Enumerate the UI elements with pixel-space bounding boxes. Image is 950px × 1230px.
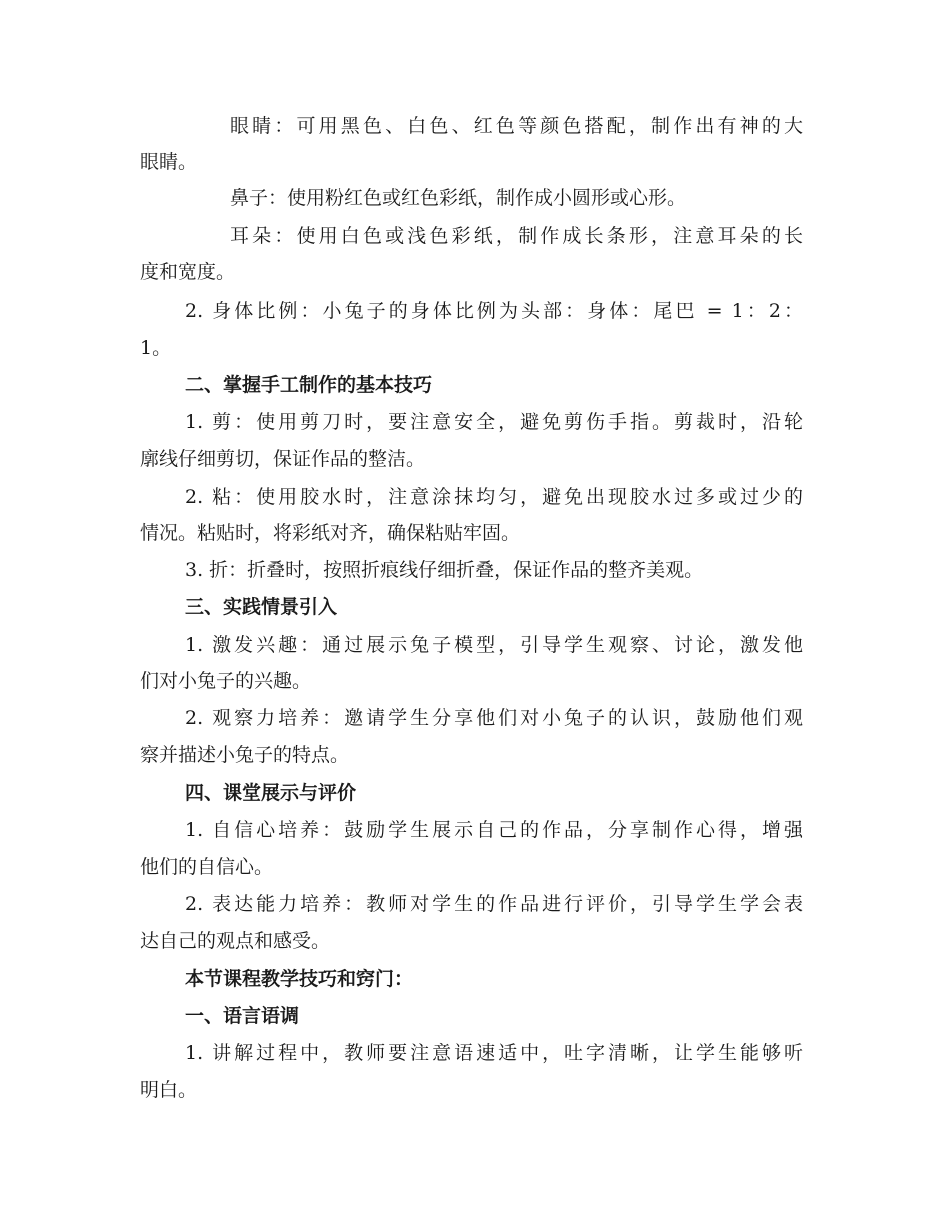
- paragraph-line: 2. 表达能力培养：教师对学生的作品进行评价，引导学生学会表: [185, 893, 803, 915]
- paragraph-line: 度和宽度。: [140, 261, 236, 283]
- paragraph-line: 2. 粘：使用胶水时，注意涂抹均匀，避免出现胶水过多或过少的: [185, 486, 803, 508]
- paragraph-line: 1. 自信心培养：鼓励学生展示自己的作品，分享制作心得，增强: [185, 819, 803, 841]
- paragraph-line: 1。: [140, 337, 172, 359]
- paragraph-line: 3. 折：折叠时，按照折痕线仔细折叠，保证作品的整齐美观。: [185, 559, 704, 581]
- paragraph-line: 1. 讲解过程中，教师要注意语速适中，吐字清晰，让学生能够听: [185, 1042, 803, 1064]
- paragraph-line: 2. 身体比例：小兔子的身体比例为头部：身体：尾巴 = 1：2：: [185, 300, 803, 322]
- paragraph-line: 廓线仔细剪切，保证作品的整洁。: [140, 448, 426, 470]
- section-heading: 一、语言语调: [185, 1005, 300, 1027]
- paragraph-line: 鼻子：使用粉红色或红色彩纸，制作成小圆形或心形。: [230, 187, 687, 209]
- paragraph-line: 情况。粘贴时，将彩纸对齐，确保粘贴牢固。: [140, 522, 521, 544]
- paragraph-line: 达自己的观点和感受。: [140, 930, 331, 952]
- paragraph-line: 1. 剪：使用剪刀时，要注意安全，避免剪伤手指。剪裁时，沿轮: [185, 411, 803, 433]
- section-heading: 四、课堂展示与评价: [185, 782, 357, 804]
- paragraph-line: 明白。: [140, 1079, 198, 1101]
- paragraph-line: 眼睛。: [140, 151, 198, 173]
- paragraph-line: 眼睛：可用黑色、白色、红色等颜色搭配，制作出有神的大: [230, 115, 803, 137]
- paragraph-line: 1. 激发兴趣：通过展示兔子模型，引导学生观察、讨论，激发他: [185, 634, 803, 656]
- section-heading: 本节课程教学技巧和窍门：: [185, 968, 414, 990]
- paragraph-line: 察并描述小兔子的特点。: [140, 744, 350, 766]
- section-heading: 三、实践情景引入: [185, 596, 338, 618]
- section-heading: 二、掌握手工制作的基本技巧: [185, 374, 433, 396]
- paragraph-line: 他们的自信心。: [140, 856, 274, 878]
- paragraph-line: 们对小兔子的兴趣。: [140, 670, 312, 692]
- paragraph-line: 耳朵：使用白色或浅色彩纸，制作成长条形，注意耳朵的长: [230, 225, 803, 247]
- paragraph-line: 2. 观察力培养：邀请学生分享他们对小兔子的认识，鼓励他们观: [185, 707, 803, 729]
